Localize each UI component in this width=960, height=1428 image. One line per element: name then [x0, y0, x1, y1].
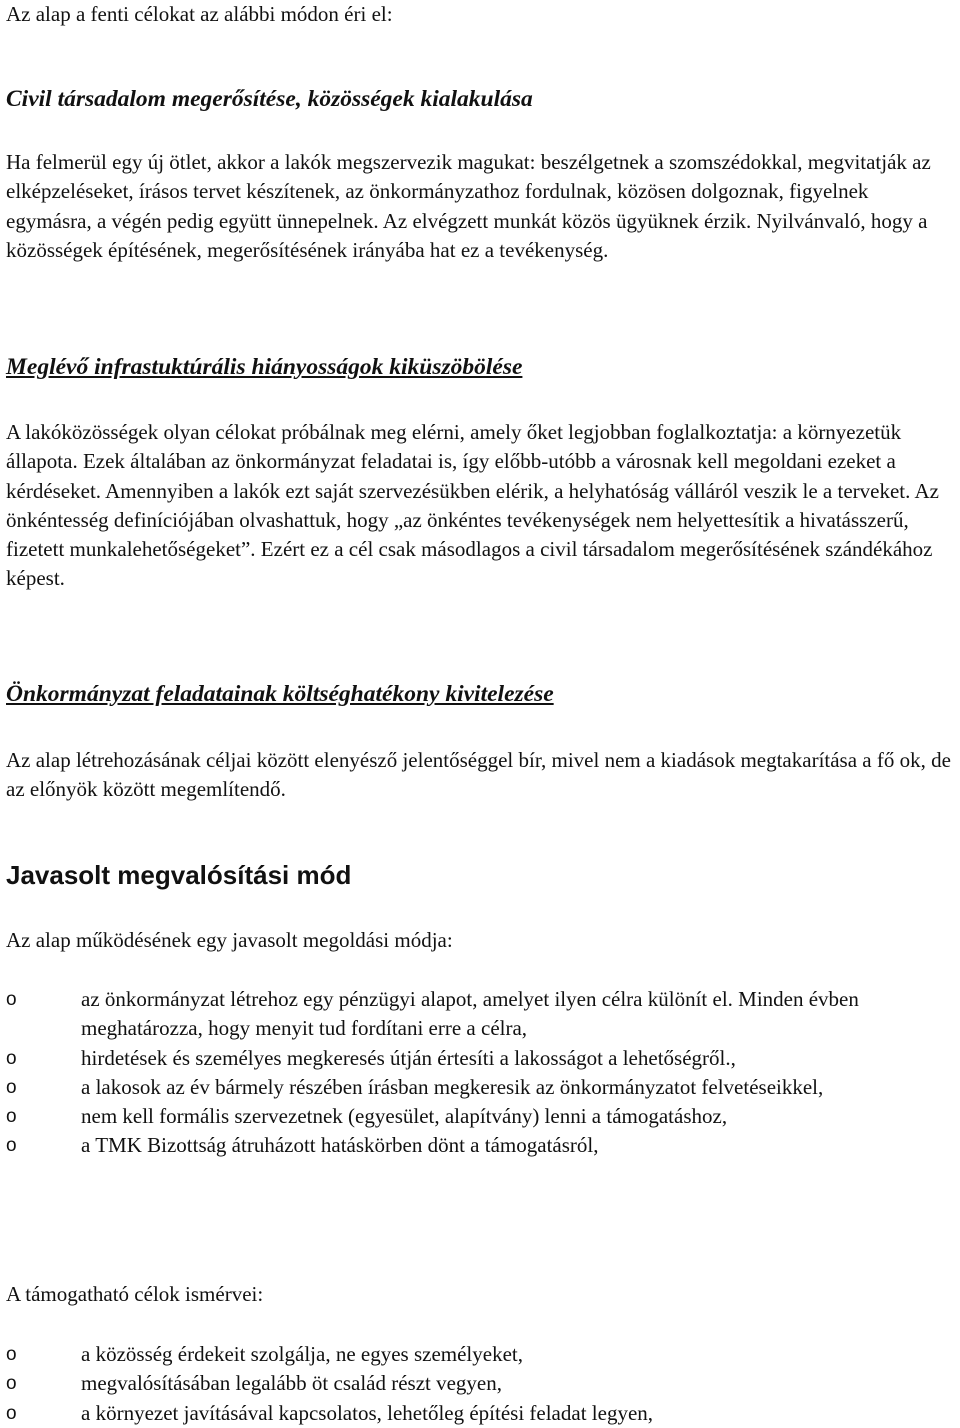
list-item: o a lakosok az év bármely részében írásban megkeresik az önkormányzatot felvetéseikkel,	[6, 1073, 956, 1102]
section-body-infrastructure: A lakóközösségek olyan célokat próbálnak meg elérni, amely őket legjobban foglalkoztatja: a környezetük állapota. Ezek általában az önkormányzat feladatai is, így előbb-utóbb a városnak kell megoldani ezeket a kérdéseket. Amennyiben a lakók ezt saját szervezésükben elérik, a helyhatóság válláról veszik le a terveket. Az önkéntesség definíciójában olvashattuk, hogy „az önkéntes tevékenységek nem helyettesítik a hivatásszerű, fizetett munkalehetőségeket”. Ezért ez a cél csak másodlagos a civil társadalom megerősítésének szándékához képest.	[6, 420, 939, 591]
section-body-civil: Ha felmerül egy új ötlet, akkor a lakók megszervezik magukat: beszélgetnek a szomszédokkal, megvitatják az elképzeléseket, írásos tervet készítenek, az önkormányzathoz fordulnak, közösen dolgoznak, figyelnek egymásra, a végén pedig együtt ünnepelnek. Az elvégzett munkát közös ügyüknek érzik. Nyilvánvaló, hogy a közösségek építésének, megerősítésének irányába hat ez a tevékenység.	[6, 150, 931, 262]
section-title-civil: Civil társadalom megerősítése, közösségek kialakulása	[6, 86, 533, 112]
method-intro: Az alap működésének egy javasolt megoldási módja:	[6, 928, 453, 952]
method-list	[6, 985, 956, 1161]
list-item: o az önkormányzat létrehoz egy pénzügyi alapot, amelyet ilyen célra különít el. Minden évben meghatározza, hogy menyit tud fordítani erre a célra,	[6, 987, 859, 1041]
section-body-budget: Az alap létrehozásának céljai között elenyésző jelentőséggel bír, mivel nem a kiadások megtakarítása a fő ok, de az előnyök között megemlítendő.	[6, 748, 951, 802]
bullet-o-icon: o	[6, 1373, 17, 1395]
list-item: o hirdetések és személyes megkeresés útján értesíti a lakosságot a lehetőségről.,	[6, 1044, 956, 1073]
bullet-o-icon: o	[6, 1076, 17, 1098]
list-item: o megvalósításában legalább öt család részt vegyen,	[6, 1369, 956, 1398]
bullet-o-icon: o	[6, 1402, 17, 1424]
main-heading: Javasolt megvalósítási mód	[6, 860, 352, 890]
bullet-o-icon: o	[6, 1106, 17, 1128]
criteria-intro: A támogatható célok ismérvei:	[6, 1282, 264, 1306]
bullet-o-icon: o	[6, 1047, 17, 1069]
list-item: o a környezet javításával kapcsolatos, lehetőleg építési feladat legyen,	[6, 1399, 956, 1428]
section-title-budget: Önkormányzat feladatainak költséghatékony kivitelezése	[6, 681, 554, 707]
bullet-o-icon: o	[6, 1135, 17, 1157]
criteria-list	[6, 1340, 956, 1428]
list-item: o a TMK Bizottság átruházott hatáskörben dönt a támogatásról,	[6, 1131, 956, 1160]
section-title-infrastructure: Meglévő infrastuktúrális hiányosságok kiküszöbölése	[6, 354, 523, 380]
list-item: o a közösség érdekeit szolgálja, ne egyes személyeket,	[6, 1340, 956, 1369]
bullet-o-icon: o	[6, 1344, 17, 1365]
bullet-o-icon: o	[6, 989, 17, 1010]
intro-text: Az alap a fenti célokat az alábbi módon éri el:	[6, 2, 393, 26]
list-item: o nem kell formális szervezetnek (egyesület, alapítvány) lenni a támogatáshoz,	[6, 1102, 956, 1131]
